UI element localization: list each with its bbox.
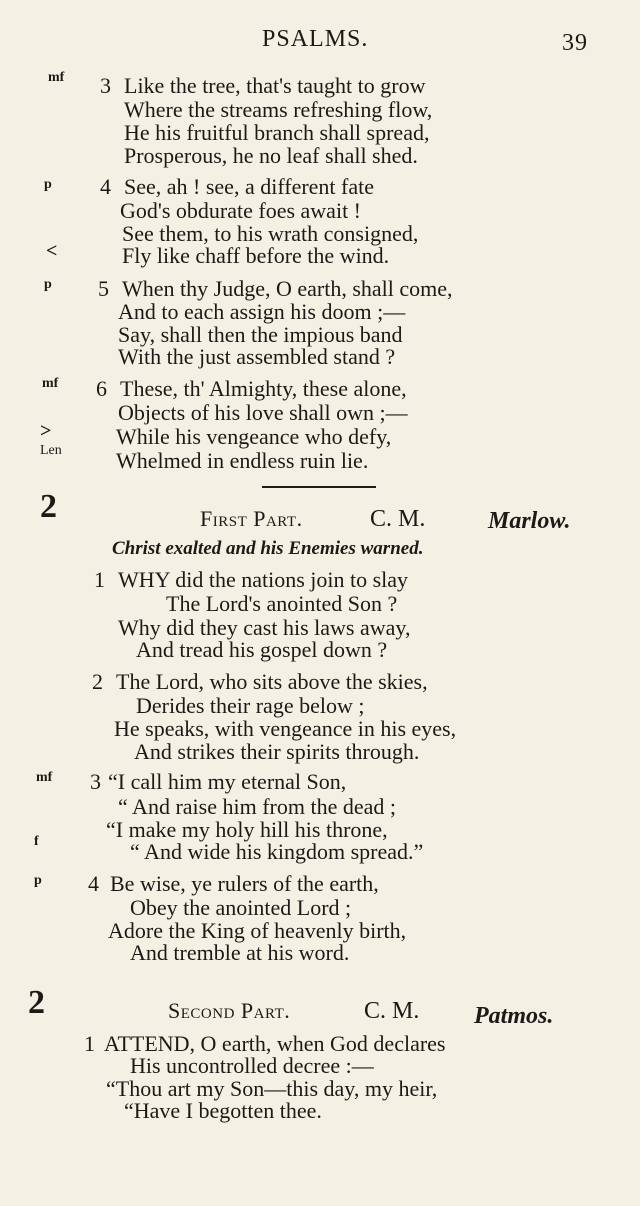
verse-line: Like the tree, that's taught to grow xyxy=(124,73,426,98)
dynamic-mark: p xyxy=(44,277,52,292)
verse-line: Where the streams refreshing flow, xyxy=(124,97,433,122)
verse-line: While his vengeance who defy, xyxy=(116,424,392,449)
verse-line: “I call him my eternal Son, xyxy=(108,769,347,794)
verse-line: Derides their rage below ; xyxy=(136,693,365,718)
verse-line: God's obdurate foes await ! xyxy=(120,198,362,223)
verse-line: Objects of his love shall own ;— xyxy=(118,400,408,425)
stanza-number: 3 xyxy=(90,769,101,794)
verse-line: Whelmed in endless ruin lie. xyxy=(116,448,369,473)
dynamic-mark: < xyxy=(46,240,58,262)
verse-line: ATTEND, O earth, when God declares xyxy=(104,1031,446,1056)
hymn-subtitle: Christ exalted and his Enemies warned. xyxy=(112,538,424,559)
verse-line: He speaks, with vengeance in his eyes, xyxy=(114,716,457,741)
stanza-number: 1 xyxy=(84,1031,95,1056)
verse-line: “I make my holy hill his throne, xyxy=(106,817,388,842)
verse-line: The Lord, who sits above the skies, xyxy=(116,669,428,694)
hymn-number: 2 xyxy=(28,984,45,1021)
verse-line: Be wise, ye rulers of the earth, xyxy=(110,871,379,896)
stanza-number: 1 xyxy=(94,567,105,592)
verse-line: Adore the King of heavenly birth, xyxy=(108,918,407,943)
verse-line: He his fruitful branch shall spread, xyxy=(124,120,430,145)
verse-line: With the just assembled stand ? xyxy=(118,344,396,369)
verse-line: See them, to his wrath consigned, xyxy=(122,221,419,246)
running-header-title: PSALMS. xyxy=(262,26,369,52)
verse-line: And tremble at his word. xyxy=(130,940,350,965)
section-divider xyxy=(262,486,376,488)
verse-line: And to each assign his doom ;— xyxy=(118,299,406,324)
verse-line: Obey the anointed Lord ; xyxy=(130,895,352,920)
verse-line: Prosperous, he no leaf shall shed. xyxy=(124,143,418,168)
tune-name: Marlow. xyxy=(488,508,571,534)
verse-line: Say, shall then the impious band xyxy=(118,322,403,347)
verse-line: His uncontrolled decree :— xyxy=(130,1053,374,1078)
tune-name: Patmos. xyxy=(474,1003,554,1029)
verse-line: “ And wide his kingdom spread.” xyxy=(130,839,424,864)
dynamic-mark: p xyxy=(44,177,52,192)
stanza-number: 3 xyxy=(100,73,111,98)
part-label: Second Part. xyxy=(168,998,291,1023)
meter-label: C. M. xyxy=(370,506,426,532)
verse-line: The Lord's anointed Son ? xyxy=(166,591,398,616)
verse-line: And tread his gospel down ? xyxy=(136,637,388,662)
meter-label: C. M. xyxy=(364,998,420,1024)
verse-line: When thy Judge, O earth, shall come, xyxy=(122,276,453,301)
verse-line: WHY did the nations join to slay xyxy=(118,567,409,592)
verse-line: Fly like chaff before the wind. xyxy=(122,243,390,268)
stanza-number: 4 xyxy=(88,871,99,896)
dynamic-mark: p xyxy=(34,873,42,888)
stanza-number: 5 xyxy=(98,276,109,301)
verse-line: Why did they cast his laws away, xyxy=(118,615,411,640)
dynamic-mark: Len xyxy=(40,443,62,458)
verse-line: “Thou art my Son—this day, my heir, xyxy=(106,1076,438,1101)
hymn-number: 2 xyxy=(40,488,57,525)
verse-line: “Have I begotten thee. xyxy=(124,1098,322,1123)
stanza-number: 4 xyxy=(100,174,111,199)
verse-line: And strikes their spirits through. xyxy=(134,739,420,764)
dynamic-mark: mf xyxy=(42,376,59,391)
part-label: First Part. xyxy=(200,506,303,531)
stanza-number: 2 xyxy=(92,669,103,694)
verse-line: “ And raise him from the dead ; xyxy=(118,794,396,819)
stanza-number: 6 xyxy=(96,376,107,401)
dynamic-mark: mf xyxy=(48,70,65,85)
page-number: 39 xyxy=(562,30,588,56)
dynamic-mark: mf xyxy=(36,770,53,785)
verse-line: These, th' Almighty, these alone, xyxy=(120,376,407,401)
verse-line: See, ah ! see, a different fate xyxy=(124,174,375,199)
dynamic-mark: > xyxy=(40,420,52,442)
dynamic-mark: f xyxy=(34,834,39,849)
